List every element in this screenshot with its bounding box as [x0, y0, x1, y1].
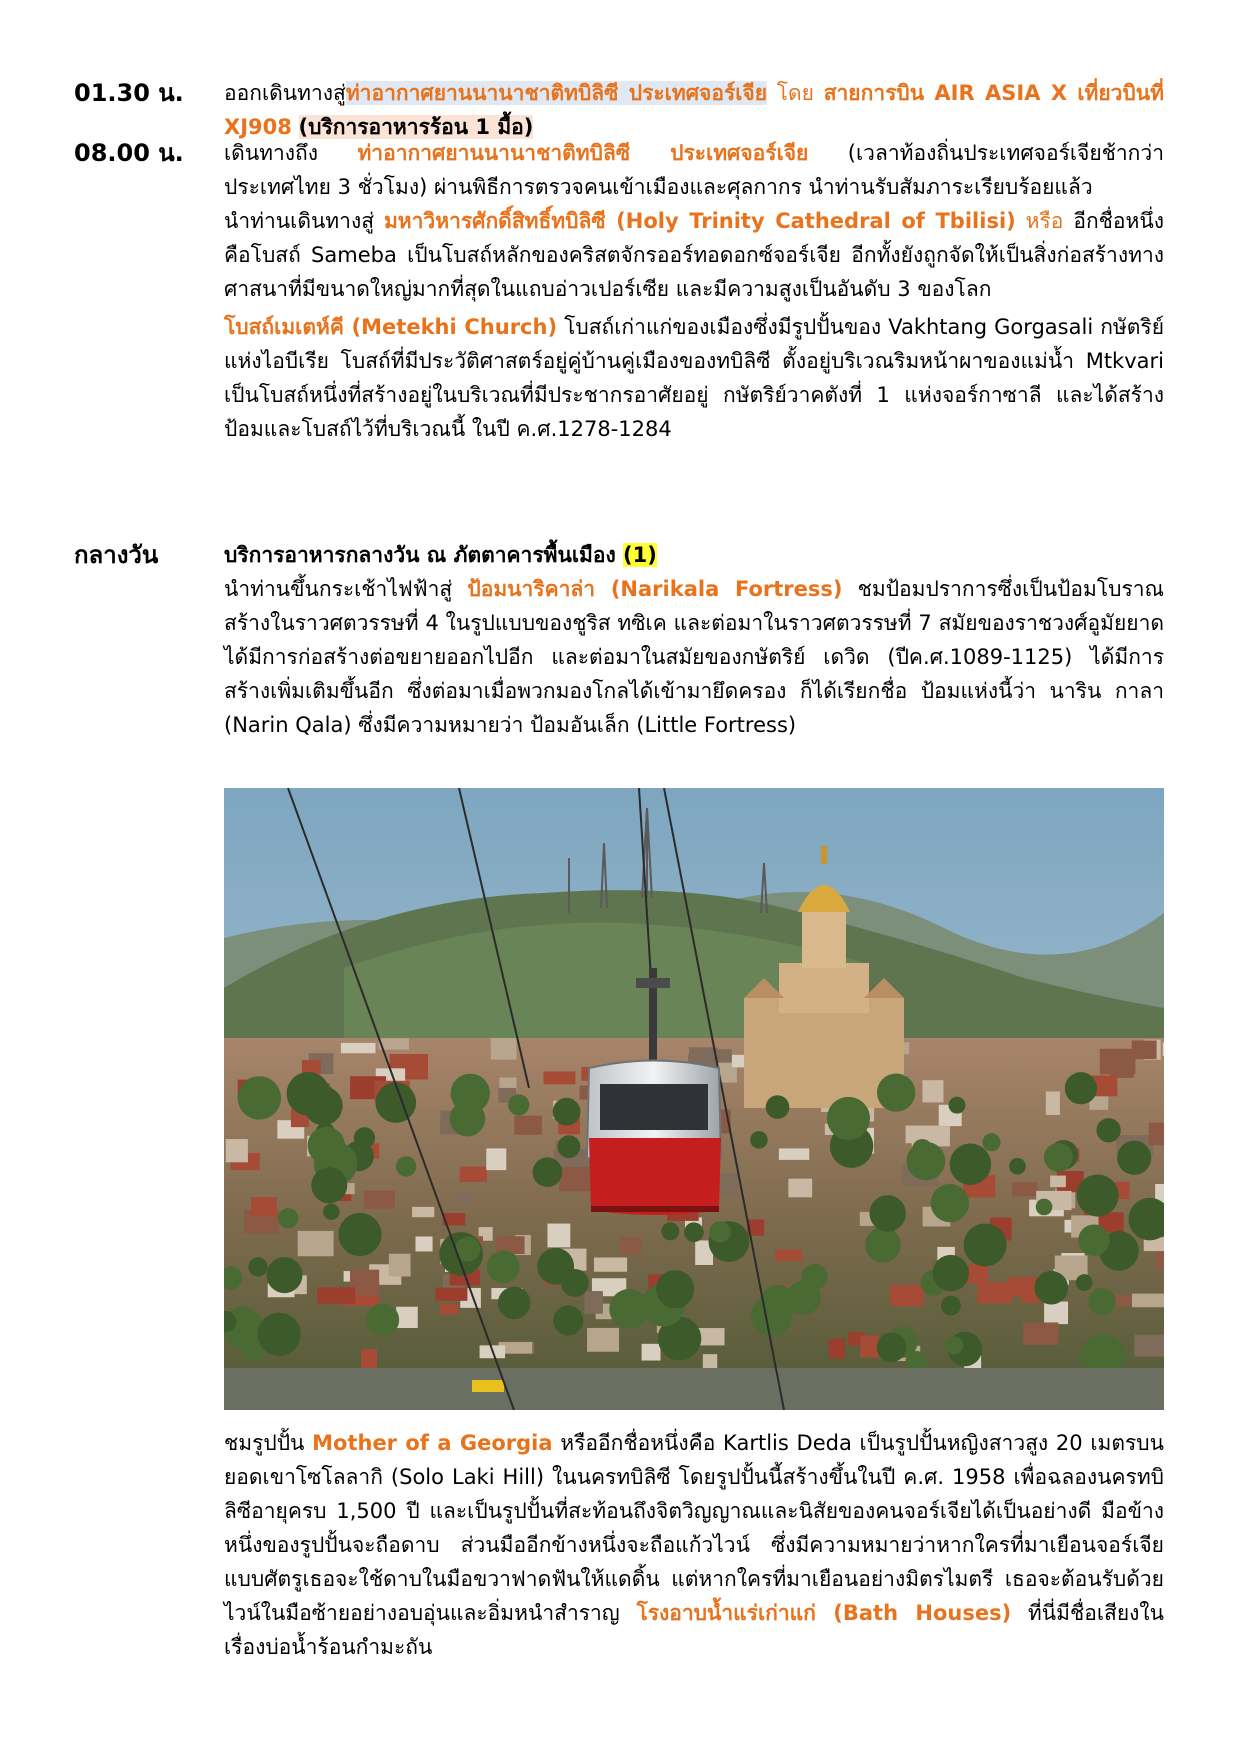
lunch-line: [224, 538, 1164, 572]
text-segment: ที่นี่มีชื่อเสียงในเรื่องบ่อน้ำร้อนกำมะถัน: [224, 1601, 1164, 1659]
text-segment: ชมรูปปั้น: [224, 1431, 313, 1455]
text-segment: โดย: [767, 81, 824, 105]
narikala-paragraph: [224, 572, 1164, 742]
tbilisi-cable-car-photo: [224, 788, 1164, 1410]
text-segment: นำท่านขึ้นกระเช้าไฟฟ้าสู่: [224, 577, 468, 601]
time-label: 01.30 น.: [74, 79, 184, 107]
row-text: [224, 538, 1164, 742]
arrival-paragraph: [224, 136, 1164, 204]
cathedral-name: มหาวิหารศักดิ์สิทธิ์ทบิลิซี (Holy Trinity Cathedral of Tbilisi): [383, 209, 1016, 233]
row-text: [224, 76, 1164, 144]
statue-name: Mother of a Georgia: [312, 1431, 553, 1455]
text-segment: นำท่านเดินทางสู่: [224, 209, 384, 233]
bath-houses-name: โรงอาบน้ำแร่เก่าแก่ (Bath Houses): [636, 1601, 1012, 1625]
row-text: [224, 136, 1164, 446]
text-segment: หรือ: [1015, 209, 1064, 233]
metekhi-paragraph: [224, 310, 1164, 446]
time-label: กลางวัน: [74, 541, 159, 569]
church-name: โบสถ์เมเตห์คี (Metekhi Church): [224, 315, 558, 339]
meal-info: (บริการอาหารร้อน 1 มื้อ): [298, 115, 534, 139]
text-segment: ออกเดินทางสู่: [224, 81, 346, 105]
text-segment: หรืออีกชื่อหนึ่งคือ Kartlis Deda เป็นรูปปั้นหญิงสาวสูง 20 เมตรบนยอดเขาโซโลลากิ (Solo Laki Hill) ในนครทบิลิซี โดยรูปปั้นนี้สร้างขึ้นในปี ค.ศ. 1958 เพื่อฉลองนครทบิลิซีอายุครบ 1,500 ปี และเป็นรูปปั้นที่สะท้อนถึงจิตวิญญาณและนิสัยของคนจอร์เจียได้เป็นอย่างดี มือข้างหนึ่งของรูปปั้นจะถือดาบ ส่วนมืออีกข้างหนึ่งจะถือแก้วไวน์ ซึ่งมีความหมายว่าหากใครที่มาเยือนจอร์เจียแบบศัตรูเธอจะใช้ดาบในมือขวาฟาดฟันให้แดดิ้น แต่หากใครที่มาเยือนอย่างมิตรไมตรี เธอจะต้อนรับด้วยไวน์ในมือซ้ายอย่างอบอุ่นและอิ่มหนำสำราญ: [224, 1431, 1164, 1625]
text-segment: ชมป้อมปราการซึ่งเป็นป้อมโบราณ สร้างในราวศตวรรษที่ 4 ในรูปแบบของชูริส ทซิเค และต่อมาในราวศตวรรษที่ 7 สมัยของราชวงศ์อูมัยยาดได้มีการก่อสร้างต่อขยายออกไปอีก และต่อมาในสมัยของกษัตริย์ เดวิด (ปีค.ศ.1089-1125) ได้มีการสร้างเพิ่มเติมขึ้นอีก ซึ่งต่อมาเมื่อพวกมองโกลได้เข้ามายึดครอง ก็ได้เรียกชื่อ ป้อมแห่งนี้ว่า นาริน กาลา (Narin Qala) ซึ่งมีความหมายว่า ป้อมอันเล็ก (Little Fortress): [224, 577, 1164, 737]
text-segment: เดินทางถึง: [224, 141, 358, 165]
text-segment: โบสถ์เก่าแก่ของเมืองซึ่งมีรูปปั้นของ Vakhtang Gorgasali กษัตริย์แห่งไอบีเรีย โบสถ์ที่มีประวัติศาสตร์อยู่คู่บ้านคู่เมืองของทบิลิซี ตั้งอยู่บริเวณริมหน้าผาของแม่น้ำ Mtkvari เป็นโบสถ์หนึ่งที่สร้างอยู่ในบริเวณที่มีประชากรอาศัยอยู่ กษัตริย์วาคตังที่ 1 แห่งจอร์กาซาลี และได้สร้างป้อมและโบสถ์ไว้ที่บริเวณนี้ ในปี ค.ศ.1278-1284: [224, 315, 1164, 441]
meal-count-badge: (1): [623, 543, 657, 567]
time-label: 08.00 น.: [74, 139, 184, 167]
fortress-name: ป้อมนาริคาล่า (Narikala Fortress): [467, 577, 843, 601]
row-text: [224, 1426, 1164, 1664]
airport-name: ท่าอากาศยานนานาชาติทบิลิซี ประเทศจอร์เจีย: [357, 141, 809, 165]
text-segment: อีกชื่อหนึ่งคือโบสถ์ Sameba เป็นโบสถ์หลักของคริสตจักรออร์ทอดอกซ์จอร์เจีย อีกทั้งยังถูกจัดให้เป็นสิ่งก่อสร้างทางศาสนาที่มีขนาดใหญ่มากที่สุดในแถบอ่าวเปอร์เซีย และมีความสูงเป็นอันดับ 3 ของโลก: [224, 209, 1164, 301]
airport-name: ท่าอากาศยานนานาชาติทบิลิซี ประเทศจอร์เจีย: [345, 81, 768, 105]
lunch-text: บริการอาหารกลางวัน ณ ภัตตาคารพื้นเมือง: [224, 543, 624, 567]
cathedral-paragraph: [224, 204, 1164, 306]
text-segment: (เวลาท้องถิ่นประเทศจอร์เจียช้ากว่าประเทศไทย 3 ชั่วโมง) ผ่านพิธีการตรวจคนเข้าเมืองและศุลกากร นำท่านรับสัมภาระเรียบร้อยแล้ว: [224, 141, 1164, 199]
flight-info: สายการบิน AIR ASIA X เที่ยวบินที่ XJ908: [224, 81, 1165, 139]
